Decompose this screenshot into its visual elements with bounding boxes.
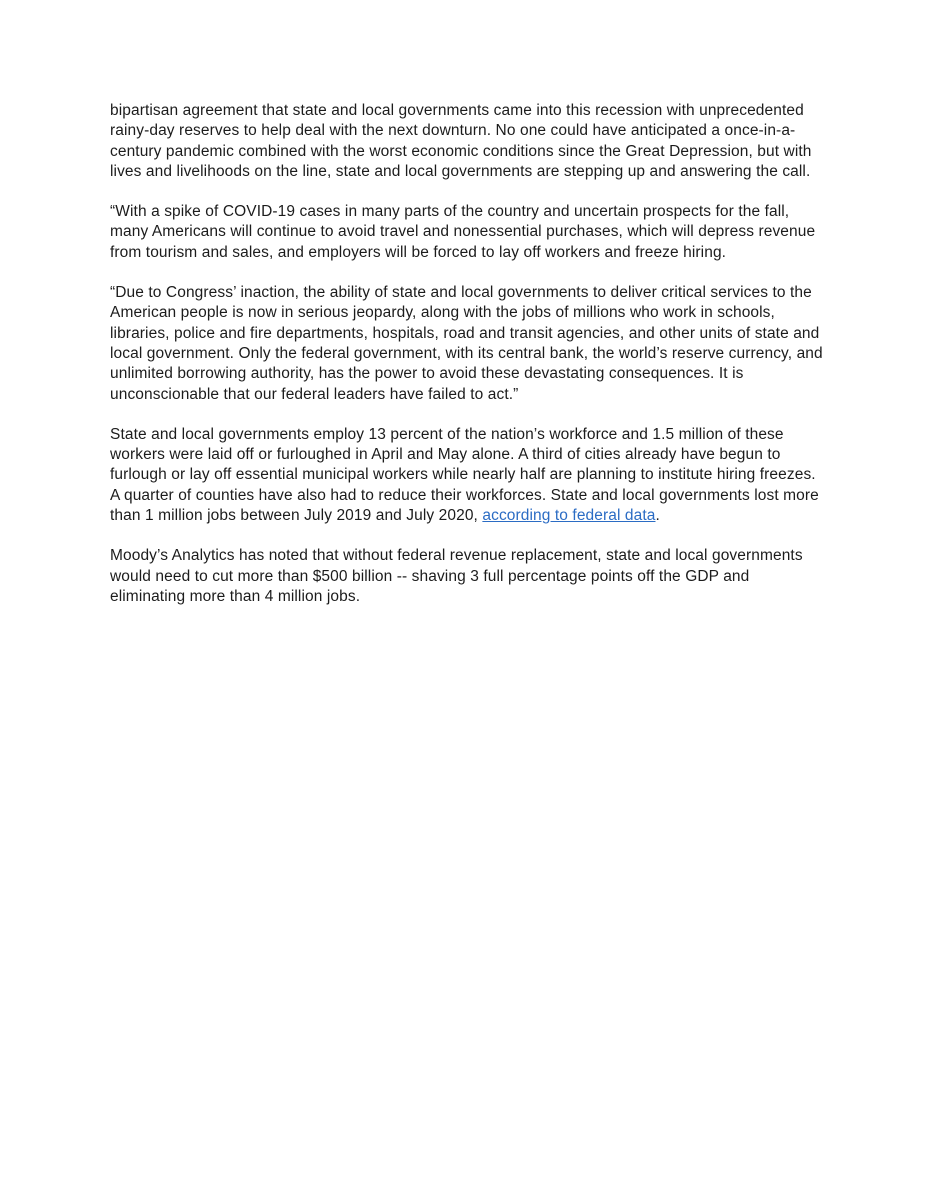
- paragraph-1: bipartisan agreement that state and local governments came into this recession with unprecedented rainy-day reserves to help deal with the next downturn. No one could have anticipated a once-in-a-century pandemic combined with the worst economic conditions since the Great Depression, but with lives and livelihoods on the line, state and local governments are stepping up and answering the call.: [110, 102, 812, 180]
- document-text-block: [110, 101, 824, 627]
- paragraph-4-text-before: State and local governments employ 13 percent of the nation’s workforce and 1.5 million of these workers were laid off or furloughed in April and May alone. A third of cities already have begun to furlough or lay off essential municipal workers while nearly half are planning to institute hiring freezes. A quarter of counties have also had to reduce their workforces. State and local governments lost more than 1 million jobs between July 2019 and July 2020,: [110, 425, 819, 525]
- paragraph-4: [110, 425, 824, 526]
- paragraph-5: Moody’s Analytics has noted that without federal revenue replacement, state and local governments would need to cut more than $500 billion -- shaving 3 full percentage points off the GDP and eliminating more than 4 million jobs.: [110, 547, 803, 605]
- paragraph-4-text-after: .: [655, 507, 660, 525]
- paragraph-3: “Due to Congress’ inaction, the ability of state and local governments to deliver critical services to the American people is now in serious jeopardy, along with the jobs of millions who work in schools, libraries, police and fire departments, hospitals, road and transit agencies, and other units of state and local government. Only the federal government, with its central bank, the world’s reserve currency, and unlimited borrowing authority, has the power to avoid these devastating consequences. It is unconscionable that our federal leaders have failed to act.”: [110, 284, 823, 403]
- federal-data-link[interactable]: according to federal data: [482, 507, 656, 525]
- paragraph-2: “With a spike of COVID-19 cases in many parts of the country and uncertain prospects for the fall, many Americans will continue to avoid travel and nonessential purchases, which will depress revenue from tourism and sales, and employers will be forced to lay off workers and freeze hiring.: [110, 203, 816, 261]
